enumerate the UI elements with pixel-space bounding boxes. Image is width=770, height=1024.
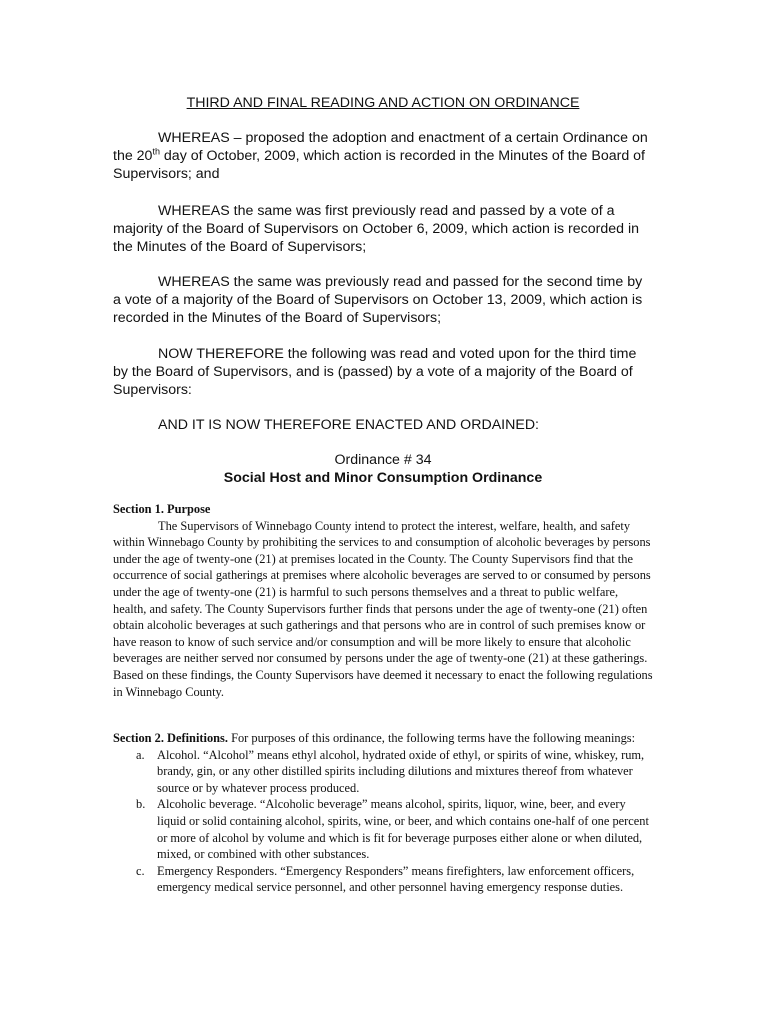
definition-marker: a.: [136, 747, 145, 762]
section-2: [113, 730, 653, 896]
section-1-body: The Supervisors of Winnebago County intend to protect the interest, welfare, health, and safety within Winnebago County by prohibiting the services to and consumption of alcoholic beverages by persons under the age of twenty-one (21) at premises located in the County. The County Supervisors find that the occurrence of social gatherings at premises where alcoholic beverages are served to or consumed by persons under the age of twenty-one (21) is harmful to such persons themselves and a threat to public welfare, health, and safety. The County Supervisors further finds that persons under the age of twenty-one (21) often obtain alcoholic beverages at such gatherings and that persons who are in control of such premises know or have reason to know of such service and/or consumption and will be more likely to ensure that alcoholic beverages are neither served nor consumed by persons under the age of twenty-one (21) at these gatherings. Based on these findings, the County Supervisors have deemed it necessary to enact the following regulations in Winnebago County.: [113, 518, 653, 699]
definition-item: [113, 863, 653, 896]
section-2-heading: Section 2. Definitions.: [113, 731, 228, 745]
definitions-list: [113, 747, 653, 896]
definition-text: Alcoholic beverage. “Alcoholic beverage” means alcohol, spirits, liquor, wine, beer, and every liquid or solid containing alcohol, spirits, wine, or beer, and which contains one-half of one percent or more of alcohol by volume and which is fit for beverage purposes either alone or when diluted, mixed, or combined with other substances.: [157, 797, 649, 862]
definition-item: [113, 796, 653, 862]
whereas-1-text-b: day of October, 2009, which action is recorded in the Minutes of the Board of Supervisors; and: [113, 148, 645, 182]
definition-text: Emergency Responders. “Emergency Responders” means firefighters, law enforcement officers, emergency medical service personnel, and other personnel having emergency response duties.: [157, 863, 635, 895]
section-2-intro: For purposes of this ordinance, the following terms have the following meanings:: [227, 731, 636, 745]
now-therefore-paragraph: NOW THEREFORE the following was read and voted upon for the third time by the Board of Supervisors, and is (passed) by a vote of a majority of the Board of Supervisors:: [113, 346, 637, 398]
whereas-paragraph-2: WHEREAS the same was first previously read and passed by a vote of a majority of the Board of Supervisors on October 6, 2009, which action is recorded in the Minutes of the Board of Supervisors;: [113, 203, 639, 255]
whereas-1-text-a: WHEREAS – proposed the adoption and enactment of a certain Ordinance on the 20: [113, 130, 648, 164]
definition-text: Alcohol. “Alcohol” means ethyl alcohol, hydrated oxide of ethyl, or spirits of wine, whiskey, rum, brandy, gin, or any other distilled spirits including dilutions and mixtures thereof from whatever source or by whatever process produced.: [157, 747, 645, 795]
ordinance-title: Social Host and Minor Consumption Ordinance: [223, 470, 543, 486]
section-1: [113, 501, 653, 700]
definition-marker: b.: [136, 797, 146, 812]
whereas-paragraph-3: WHEREAS the same was previously read and passed for the second time by a vote of a majority of the Board of Supervisors on October 13, 2009, which action is recorded in the Minutes of the Board of Supervisors;: [113, 274, 643, 326]
whereas-1-ordinal: th: [152, 146, 160, 157]
enacted-statement: AND IT IS NOW THEREFORE ENACTED AND ORDAINED:: [158, 417, 540, 433]
document-title: THIRD AND FINAL READING AND ACTION ON ORDINANCE: [186, 95, 580, 111]
whereas-paragraph-1: [113, 129, 653, 183]
definition-marker: c.: [136, 863, 145, 878]
section-1-heading: Section 1. Purpose: [113, 502, 211, 516]
section-2-intro-line: [113, 730, 653, 747]
ordinance-number: Ordinance # 34: [334, 452, 432, 468]
definition-item: [113, 747, 653, 797]
